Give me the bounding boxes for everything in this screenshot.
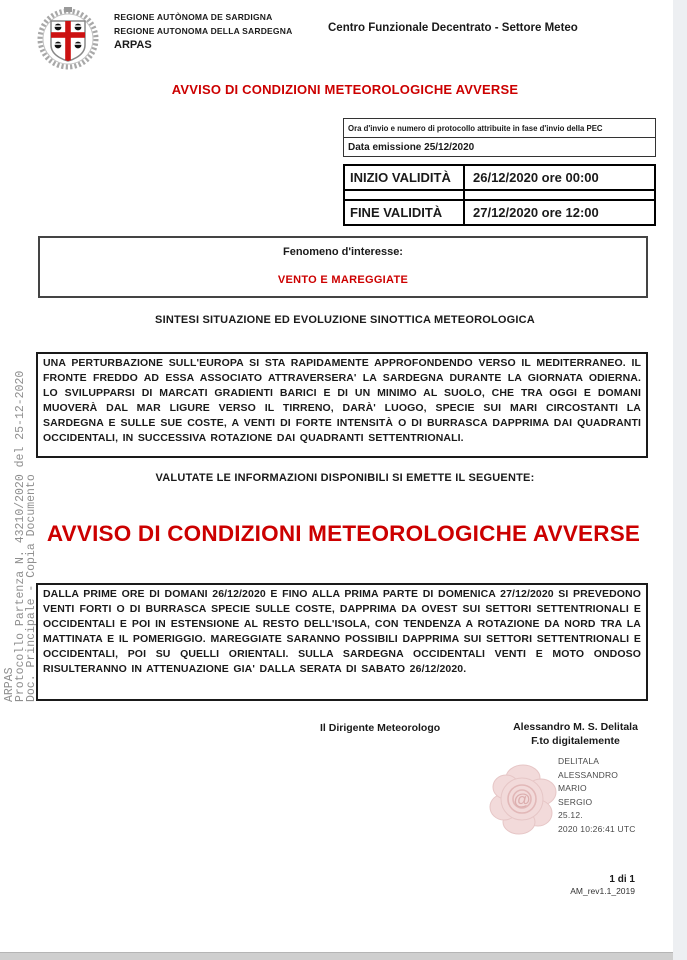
validity-end-label: FINE VALIDITÀ (345, 201, 465, 224)
protocol-line-arpas: ARPAS (3, 667, 16, 702)
signature-mode: F.to digitalemente (531, 735, 620, 747)
signer-name-block (483, 720, 668, 748)
org-line-2: REGIONE AUTONOMA DELLA SARDEGNA (114, 26, 293, 36)
protocol-line-number: Protocollo Partenza N. 43210/2020 del 25-12-2020 (14, 370, 27, 702)
svg-text:@: @ (513, 790, 531, 809)
phenomenon-label: Fenomeno d'interesse: (283, 246, 403, 258)
phenomenon-box (38, 236, 648, 298)
regione-sardegna-logo (36, 6, 100, 70)
emission-date-row: Data emissione 25/12/2020 (343, 137, 656, 157)
signer-role: Il Dirigente Meteorologo (320, 722, 441, 734)
evaluation-line: VALUTATE LE INFORMAZIONI DISPONIBILI SI EMETTE IL SEGUENTE: (155, 472, 535, 484)
seal-line-middlename-2: SERGIO (558, 796, 593, 807)
phenomenon-value: VENTO E MAREGGIATE (277, 274, 409, 286)
validity-table (343, 164, 656, 226)
revision-code: AM_rev1.1_2019 (570, 886, 635, 896)
synthesis-heading: SINTESI SITUAZIONE ED EVOLUZIONE SINOTTICA METEOROLOGICA (155, 314, 535, 326)
forecast-text-box: DALLA PRIME ORE DI DOMANI 26/12/2020 E FINO ALLA PRIMA PARTE DI DOMENICA 27/12/2020 SI PREVEDONO VENTI FORTI O DI BURRASCA SPECIE SULLE COSTE, DAPPRIMA DA OVEST SUI SETTORI SETTENTRIONALI E OCCIDENTALI E POI IN ESTENSIONE AL RESTO DELL'ISOLA, CON TENDENZA A ROTAZIONE DA NORD TRA LA MATTINATA E IL POMERIGGIO. MAREGGIATE SARANNO POSSIBILI DAPPRIMA SUI SETTORI SETTENTRIONALI E OCCIDENTALI, POI SU QUELLI ORIENTALI. SULLA SARDEGNA OCCIDENTALI VENTI E MOTO ONDOSO RISULTERANNO IN ATTENUAZIONE GIA' DALLA SERATA DI SABATO 26/12/2020. (36, 583, 648, 701)
pec-info-row: Ora d'invio e numero di protocollo attribuite in fase d'invio della PEC (343, 118, 656, 138)
seal-line-firstname: ALESSANDRO (558, 769, 619, 780)
seal-line-surname: DELITALA (558, 756, 600, 766)
main-title: AVVISO DI CONDIZIONI METEOROLOGICHE AVVERSE (46, 521, 641, 546)
seal-line-middlename-1: MARIO (558, 783, 587, 793)
validity-start-label: INIZIO VALIDITÀ (345, 166, 465, 189)
viewer-right-margin (673, 0, 687, 960)
org-line-1: REGIONE AUTÒNOMA DE SARDIGNA (114, 12, 273, 22)
seal-certificate-text (558, 755, 636, 836)
seal-line-timestamp: 2020 10:26:41 UTC (558, 823, 636, 834)
office-title: Centro Funzionale Decentrato - Settore Meteo (328, 22, 578, 34)
signer-name: Alessandro M. S. Delitala (513, 721, 638, 733)
validity-start-value: 26/12/2020 ore 00:00 (473, 170, 599, 185)
notice-title: AVVISO DI CONDIZIONI METEOROLOGICHE AVVERSE (171, 82, 519, 97)
footer (570, 874, 635, 897)
protocol-line-doc: Doc. Principale - Copia Documento (25, 474, 38, 702)
viewer-bottom-bar (0, 952, 673, 960)
org-line-arpas: ARPAS (114, 39, 152, 51)
signature-seal-icon (483, 750, 563, 845)
org-header (114, 10, 292, 52)
synthesis-text-box: UNA PERTURBAZIONE SULL'EUROPA SI STA RAPIDAMENTE APPROFONDENDO VERSO IL MEDITERRANEO. IL FRONTE FREDDO AD ESSA ASSOCIATO ATTRAVERSERA' LA SARDEGNA DURANTE LA GIORNATA ODIERNA. LO SVILUPPARSI DI MARCATI GRADIENTI BARICI E DI UN MINIMO AL SUOLO, CHE TRA OGGI E DOMANI MUOVERÀ DAL MAR LIGURE VERSO IL TIRRENO, DARÀ' LUOGO, SPECIE SUI MARI CIRCOSTANTI LA SARDEGNA E SULLE SUE COSTE, A VENTI DI FORTE INTENSITÀ O DI BURRASCA DAPPRIMA DAI QUADRANTI OCCIDENTALI, IN SUCCESSIVA ROTAZIONE DAI QUADRANTI SETTENTRIONALI. (36, 352, 648, 458)
validity-start-row (345, 166, 654, 189)
validity-spacer-row (345, 189, 654, 201)
page-number: 1 di 1 (609, 874, 635, 885)
validity-end-row (345, 201, 654, 224)
validity-end-value: 27/12/2020 ore 12:00 (473, 205, 599, 220)
seal-line-date: 25.12. (558, 810, 583, 820)
